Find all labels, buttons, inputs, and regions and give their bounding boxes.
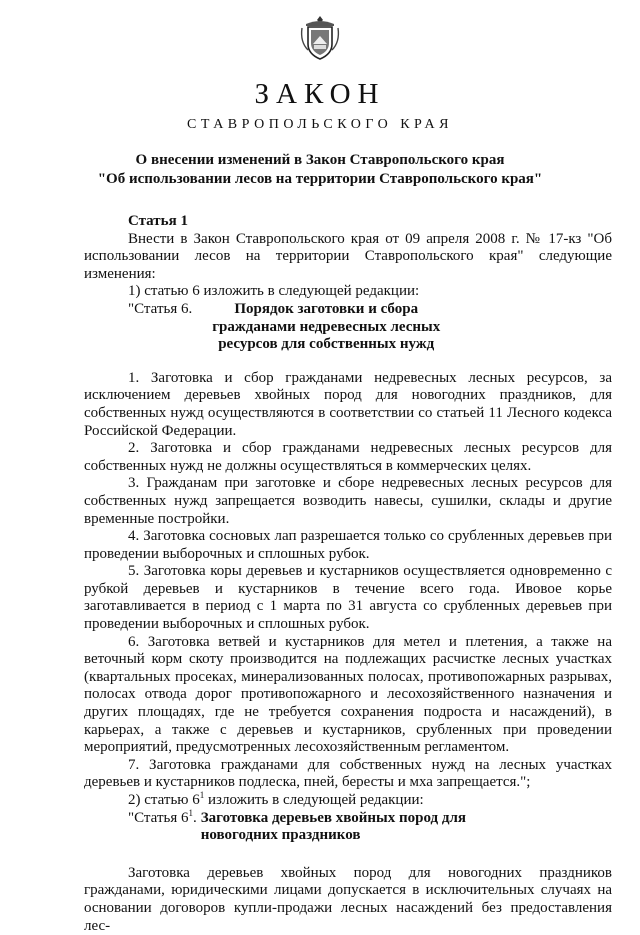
item-2 xyxy=(84,792,612,810)
article-6-1-label-post: . xyxy=(192,809,197,826)
document-body xyxy=(84,213,612,935)
final-paragraph: Заготовка деревьев хвойных пород для новогодних праздников гражданами, юридическими лицами допускается в исключительных случаях на основании договоров купли-продажи лесных насаждений без предоставления лес- xyxy=(84,864,612,934)
heading-line-2: "Об использовании лесов на территории Ставропольского края" xyxy=(97,171,543,187)
intro-paragraph: Внести в Закон Ставропольского края от 09 апреля 2008 г. № 17-кз "Об использовании лесов на территории Ставропольского края" следующие изменения: xyxy=(84,230,612,282)
article-6-heading xyxy=(84,301,612,354)
paragraph-1: 1. Заготовка и сбор гражданами недревесных лесных ресурсов, за исключением деревьев хвойных пород для новогодних праздников, для собственных нужд осуществляются в соответствии со статьей 11 Лесного кодекса Российской Федерации. xyxy=(84,369,612,439)
article-6-1-sup: 1 xyxy=(188,807,193,818)
paragraph-3: 3. Гражданам при заготовке и сборе недревесных лесных ресурсов для собственных нужд запрещается возводить навесы, сушилки, склады и другие временные постройки. xyxy=(84,475,612,527)
item-2-post: изложить в следующей редакции: xyxy=(204,792,424,808)
document-title: ЗАКОН xyxy=(254,78,386,110)
paragraph-4: 4. Заготовка сосновых лап разрешается только со срубленных деревьев при проведении выборочных и сплошных рубок. xyxy=(84,528,612,562)
coat-of-arms-icon xyxy=(298,14,342,62)
spacer xyxy=(84,845,612,865)
paragraph-6: 6. Заготовка ветвей и кустарников для метел и плетения, а также на веточный корм скоту производится на подлежащих расчистке лесных участках (квартальных просеках, минерализованных полосах, противопожарных разрывах, полосах отвода дорог противопожарного и лесохозяйственного назначения и других площадях, где не требуется сохранения подроста и насаждений), в карьерах, а также с деревьев и кустарников, срубленных при проведении мероприятий, предусмотренных лесохозяйственным регламентом. xyxy=(84,633,612,756)
article-6-1-heading xyxy=(84,807,612,845)
paragraph-2: 2. Заготовка и сбор гражданами недревесных лесных ресурсов для собственных нужд не должны осуществляться в коммерческих целях. xyxy=(84,440,612,474)
heading-line-1: О внесении изменений в Закон Ставропольского края xyxy=(135,152,505,168)
article-6-title: Порядок заготовки и сбора гражданами недревесных лесных ресурсов для собственных нужд xyxy=(212,300,441,353)
paragraph-7: 7. Заготовка гражданами для собственных нужд на лесных участках деревьев и кустарников подлеска, пней, бересты и мха запрещается."; xyxy=(84,756,612,791)
article-6-label: "Статья 6. xyxy=(128,300,193,317)
article-6-1-label-pre: "Статья 6 xyxy=(128,809,189,826)
item-2-sup: 1 xyxy=(199,790,205,800)
spacer xyxy=(84,354,612,370)
paragraph-5: 5. Заготовка коры деревьев и кустарников осуществляется одновременно с рубкой деревьев и кустарников в течение всего года. Ивовое корье заготавливается в период с 1 марта по 31 августа со срубленных деревьев при проведении выборочных и сплошных рубок. xyxy=(84,563,612,633)
law-heading xyxy=(0,151,640,189)
article-label: Статья 1 xyxy=(128,213,188,229)
item-1: 1) статью 6 изложить в следующей редакции: xyxy=(128,283,420,300)
article-6-1-label xyxy=(84,807,197,845)
article-6-1-title: Заготовка деревьев хвойных пород для новогодних праздников xyxy=(200,809,466,844)
item-2-pre: 2) статью 6 xyxy=(128,792,200,808)
document-subtitle: СТАВРОПОЛЬСКОГО КРАЯ xyxy=(187,117,453,132)
